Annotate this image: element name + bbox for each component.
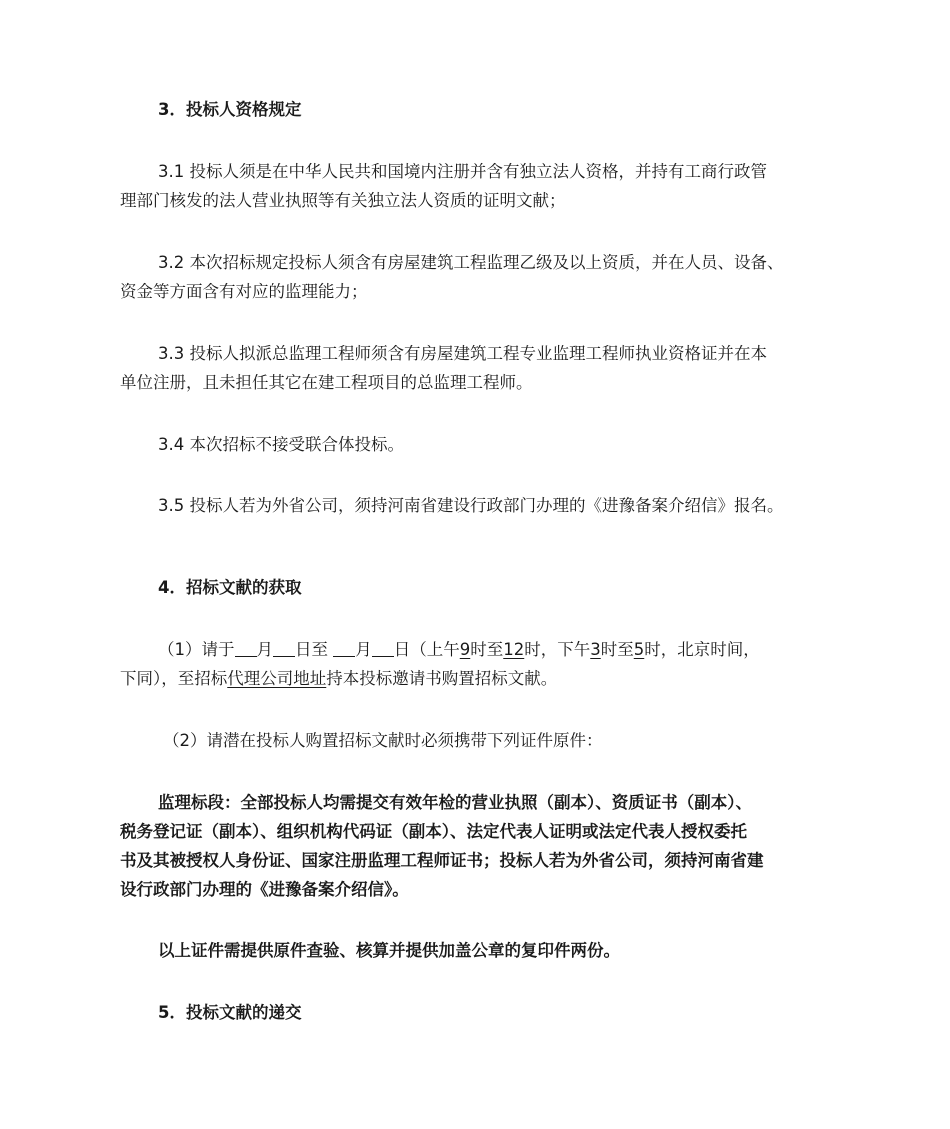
- heading-section-4: 4．招标文献的获取: [158, 578, 302, 597]
- text-fragment: 持本投标邀请书购置招标文献。: [326, 669, 558, 688]
- bold-paragraph-line-4: 设行政部门办理的《进豫备案介绍信》。: [120, 880, 409, 899]
- heading-section-3: 3．投标人资格规定: [158, 100, 302, 119]
- text-fragment: 日至: [295, 640, 334, 659]
- text-fragment: 时至: [600, 640, 634, 659]
- paragraph-4-2: （2）请潜在投标人购置招标文献时必须携带下列证件原件：: [163, 731, 603, 750]
- text-fragment: 时，下午: [524, 640, 591, 659]
- text-fragment: 下同），至招标: [120, 669, 228, 688]
- paragraph-3-1-line-2: 理部门核发的法人营业执照等有关独立法人资质的证明文献；: [120, 191, 566, 210]
- paragraph-3-3-line-1: 3.3 投标人拟派总监理工程师须含有房屋建筑工程专业监理工程师执业资格证并在本: [158, 344, 767, 363]
- text-fragment: 月: [256, 640, 273, 659]
- underlined-hour: 3: [590, 640, 601, 659]
- underlined-hour: 12: [503, 640, 525, 659]
- text-fragment: 月: [355, 640, 372, 659]
- underlined-hour: 9: [459, 640, 471, 659]
- bold-paragraph-line-3: 书及其被授权人身份证、国家注册监理工程师证书；投标人若为外省公司，须持河南省建: [120, 851, 764, 870]
- blank-field: [372, 640, 394, 657]
- bold-paragraph-line-1: 监理标段：全部投标人均需提交有效年检的营业执照（副本）、资质证书（副本）、: [158, 793, 752, 812]
- bold-paragraph-line-2: 税务登记证（副本）、组织机构代码证（副本）、法定代表人证明或法定代表人授权委托: [120, 822, 747, 841]
- underlined-agency-address: 代理公司地址: [227, 669, 327, 688]
- paragraph-3-1-line-1: 3.1 投标人须是在中华人民共和国境内注册并含有独立法人资格，并持有工商行政管: [158, 162, 767, 181]
- text-fragment: （1）请于: [158, 640, 235, 659]
- underlined-hour: 5: [633, 640, 645, 659]
- text-fragment: 时，北京时间，: [644, 640, 760, 659]
- paragraph-3-4: 3.4 本次招标不接受联合体投标。: [158, 435, 404, 454]
- paragraph-3-2-line-1: 3.2 本次招标规定投标人须含有房屋建筑工程监理乙级及以上资质，并在人员、设备、: [158, 253, 784, 272]
- blank-field: [273, 640, 295, 657]
- paragraph-4-1-line-2: [120, 668, 557, 690]
- text-fragment: 日（上午: [393, 640, 460, 659]
- blank-field: [333, 640, 355, 657]
- paragraph-3-2-line-2: 资金等方面含有对应的监理能力；: [120, 282, 368, 301]
- blank-field: [235, 640, 257, 657]
- paragraph-4-1-line-1: [158, 639, 760, 661]
- paragraph-3-5: 3.5 投标人若为外省公司，须持河南省建设行政部门办理的《进豫备案介绍信》报名。: [158, 496, 784, 515]
- paragraph-3-3-line-2: 单位注册，且未担任其它在建工程项目的总监理工程师。: [120, 373, 533, 392]
- bold-note: 以上证件需提供原件查验、核算并提供加盖公章的复印件两份。: [158, 941, 620, 960]
- heading-section-5: 5．投标文献的递交: [158, 1003, 302, 1022]
- text-fragment: 时至: [470, 640, 504, 659]
